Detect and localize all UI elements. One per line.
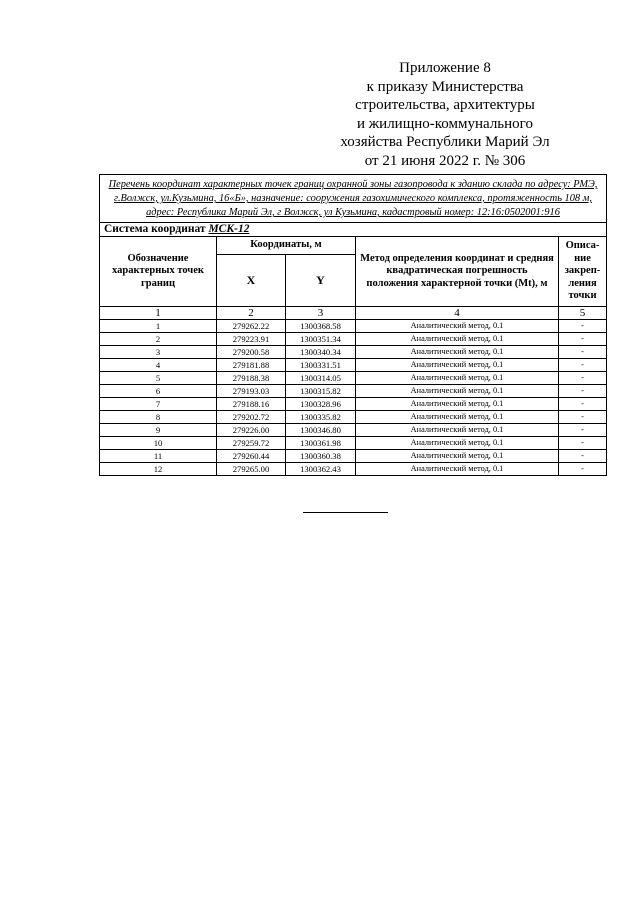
description-cell: - bbox=[559, 320, 607, 333]
description-cell: - bbox=[559, 385, 607, 398]
description-cell: - bbox=[559, 398, 607, 411]
x-coordinate-cell: 279193.03 bbox=[217, 385, 286, 398]
appendix-ministry-line: и жилищно-коммунального bbox=[357, 115, 533, 132]
x-coordinate-cell: 279265.00 bbox=[217, 463, 286, 476]
appendix-order-line: к приказу Министерства bbox=[366, 78, 524, 95]
x-coordinate-cell: 279223.91 bbox=[217, 333, 286, 346]
description-cell: - bbox=[559, 346, 607, 359]
method-cell: Аналитический метод, 0.1 bbox=[356, 398, 559, 411]
point-number-cell: 7 bbox=[100, 398, 217, 411]
y-coordinate-cell: 1300340.34 bbox=[286, 346, 356, 359]
table-row bbox=[100, 411, 607, 424]
table-caption: Перечень координат характерных точек границ охранной зоны газопровода к зданию склада по адресу: РМЭ, г.Волжск, ул.Кузьмина, 16«Б», назначение: сооружения газохимического комплекса, протяженность 108 м, адрес: Республика Марий Эл, г Волжск, ул Кузьмина, кадастровый номер: 12:16:0502001:916 bbox=[100, 175, 607, 223]
coordinates-table bbox=[99, 174, 607, 476]
point-number-cell: 8 bbox=[100, 411, 217, 424]
table-row bbox=[100, 398, 607, 411]
y-coordinate-cell: 1300346.80 bbox=[286, 424, 356, 437]
y-coordinate-cell: 1300368.58 bbox=[286, 320, 356, 333]
y-coordinate-cell: 1300328.96 bbox=[286, 398, 356, 411]
column-number: 4 bbox=[356, 307, 559, 320]
table-row bbox=[100, 385, 607, 398]
header-designation: Обозначение характерных точек границ bbox=[100, 237, 217, 307]
method-cell: Аналитический метод, 0.1 bbox=[356, 333, 559, 346]
point-number-cell: 5 bbox=[100, 372, 217, 385]
y-coordinate-cell: 1300314.05 bbox=[286, 372, 356, 385]
y-coordinate-cell: 1300315.82 bbox=[286, 385, 356, 398]
coordinate-system bbox=[100, 223, 607, 237]
method-cell: Аналитический метод, 0.1 bbox=[356, 450, 559, 463]
y-coordinate-cell: 1300361.98 bbox=[286, 437, 356, 450]
method-cell: Аналитический метод, 0.1 bbox=[356, 372, 559, 385]
table-row bbox=[100, 437, 607, 450]
description-cell: - bbox=[559, 333, 607, 346]
point-number-cell: 1 bbox=[100, 320, 217, 333]
x-coordinate-cell: 279181.88 bbox=[217, 359, 286, 372]
y-coordinate-cell: 1300360.38 bbox=[286, 450, 356, 463]
column-numbers-row bbox=[100, 307, 607, 320]
y-coordinate-cell: 1300351.34 bbox=[286, 333, 356, 346]
y-coordinate-cell: 1300335.82 bbox=[286, 411, 356, 424]
description-cell: - bbox=[559, 411, 607, 424]
coordinate-system-name: МСК-12 bbox=[208, 223, 250, 235]
description-cell: - bbox=[559, 463, 607, 476]
method-cell: Аналитический метод, 0.1 bbox=[356, 320, 559, 333]
x-coordinate-cell: 279259.72 bbox=[217, 437, 286, 450]
header-method: Метод определения координат и средняя квадратическая погрешность положения характерной точки (Mt), м bbox=[356, 237, 559, 307]
column-number: 1 bbox=[100, 307, 217, 320]
table-row bbox=[100, 424, 607, 437]
method-cell: Аналитический метод, 0.1 bbox=[356, 424, 559, 437]
x-coordinate-cell: 279200.58 bbox=[217, 346, 286, 359]
point-number-cell: 2 bbox=[100, 333, 217, 346]
point-number-cell: 11 bbox=[100, 450, 217, 463]
appendix-date-line: от 21 июня 2022 г. № 306 bbox=[364, 152, 526, 169]
point-number-cell: 12 bbox=[100, 463, 217, 476]
description-cell: - bbox=[559, 359, 607, 372]
x-coordinate-cell: 279260.44 bbox=[217, 450, 286, 463]
table-row bbox=[100, 463, 607, 476]
method-cell: Аналитический метод, 0.1 bbox=[356, 359, 559, 372]
coordinate-system-label: Система координат bbox=[104, 223, 206, 235]
closing-divider bbox=[303, 512, 388, 513]
table-row bbox=[100, 333, 607, 346]
x-coordinate-cell: 279262.22 bbox=[217, 320, 286, 333]
coordinate-system-row bbox=[100, 223, 607, 237]
table-row bbox=[100, 372, 607, 385]
point-number-cell: 6 bbox=[100, 385, 217, 398]
table-row bbox=[100, 450, 607, 463]
appendix-ministry-line: строительства, архитектуры bbox=[355, 97, 535, 113]
x-coordinate-cell: 279188.38 bbox=[217, 372, 286, 385]
column-number: 5 bbox=[559, 307, 607, 320]
point-number-cell: 10 bbox=[100, 437, 217, 450]
x-coordinate-cell: 279202.72 bbox=[217, 411, 286, 424]
y-coordinate-cell: 1300331.51 bbox=[286, 359, 356, 372]
appendix-title: Приложение 8 bbox=[399, 60, 491, 76]
method-cell: Аналитический метод, 0.1 bbox=[356, 411, 559, 424]
point-number-cell: 3 bbox=[100, 346, 217, 359]
x-coordinate-cell: 279226.00 bbox=[217, 424, 286, 437]
appendix-ministry-line: хозяйства Республики Марий Эл bbox=[340, 134, 550, 150]
header-x: X bbox=[217, 255, 286, 307]
description-cell: - bbox=[559, 450, 607, 463]
method-cell: Аналитический метод, 0.1 bbox=[356, 437, 559, 450]
header-coordinates: Координаты, м bbox=[217, 237, 356, 255]
method-cell: Аналитический метод, 0.1 bbox=[356, 385, 559, 398]
method-cell: Аналитический метод, 0.1 bbox=[356, 463, 559, 476]
description-cell: - bbox=[559, 424, 607, 437]
caption-row bbox=[100, 175, 607, 223]
point-number-cell: 4 bbox=[100, 359, 217, 372]
table-row bbox=[100, 346, 607, 359]
column-number: 3 bbox=[286, 307, 356, 320]
appendix-header bbox=[320, 59, 570, 170]
column-number: 2 bbox=[217, 307, 286, 320]
x-coordinate-cell: 279188.16 bbox=[217, 398, 286, 411]
header-y: Y bbox=[286, 255, 356, 307]
description-cell: - bbox=[559, 372, 607, 385]
table-row bbox=[100, 320, 607, 333]
y-coordinate-cell: 1300362.43 bbox=[286, 463, 356, 476]
table-row bbox=[100, 359, 607, 372]
description-cell: - bbox=[559, 437, 607, 450]
point-number-cell: 9 bbox=[100, 424, 217, 437]
method-cell: Аналитический метод, 0.1 bbox=[356, 346, 559, 359]
header-row bbox=[100, 237, 607, 255]
header-description: Описа-ние закреп-ления точки bbox=[559, 237, 607, 307]
